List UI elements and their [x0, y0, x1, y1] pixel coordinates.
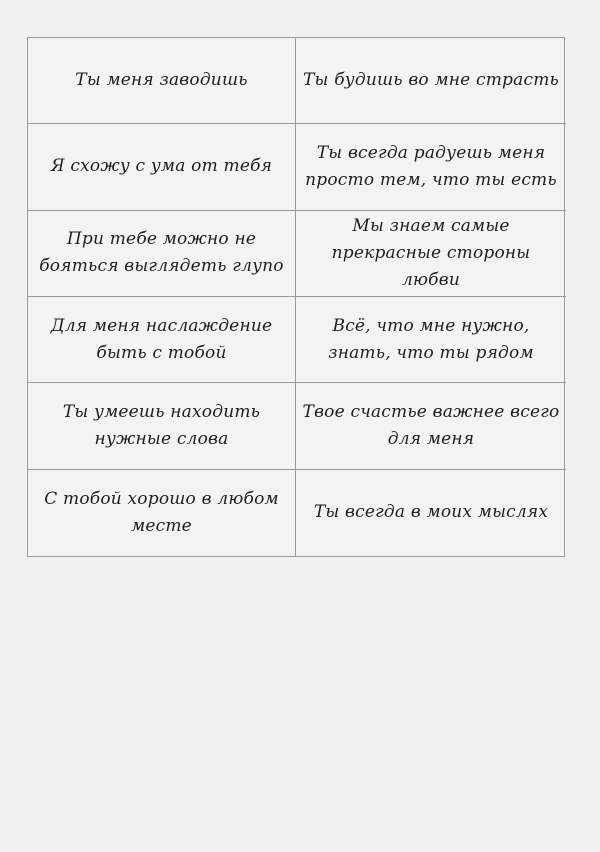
phrase-card: [296, 383, 566, 469]
phrase-text: Всё, что мне нужно, знать, что ты рядом: [328, 315, 534, 363]
phrase-card: [296, 38, 566, 124]
phrase-card: [28, 383, 296, 469]
phrase-text: Ты всегда в моих мыслях: [313, 502, 549, 523]
phrase-text: Ты будишь во мне страсть: [303, 70, 559, 91]
phrase-text: Твое счастье важнее всего для меня: [302, 401, 560, 449]
phrase-text: С тобой хорошо в любом месте: [44, 488, 279, 536]
phrase-card: [296, 124, 566, 210]
phrase-text: При тебе можно не бояться выглядеть глупо: [39, 229, 284, 277]
phrase-card-grid: [27, 37, 565, 557]
phrase-text: Ты меня заводишь: [75, 70, 248, 91]
phrase-text: Я схожу с ума от тебя: [50, 156, 273, 177]
phrase-text: Мы знаем самые прекрасные стороны любви: [331, 215, 531, 290]
phrase-card: [28, 38, 296, 124]
phrase-card: [296, 297, 566, 383]
phrase-text: Для меня наслаждение быть с тобой: [50, 315, 273, 363]
phrase-text: Ты всегда радуешь меня просто тем, что ты есть: [305, 142, 557, 190]
phrase-card: [28, 297, 296, 383]
phrase-card: [296, 470, 566, 556]
phrase-card: [28, 211, 296, 297]
phrase-text: Ты умеешь находить нужные слова: [62, 401, 261, 449]
phrase-card: [296, 211, 566, 297]
phrase-card: [28, 470, 296, 556]
phrase-card: [28, 124, 296, 210]
